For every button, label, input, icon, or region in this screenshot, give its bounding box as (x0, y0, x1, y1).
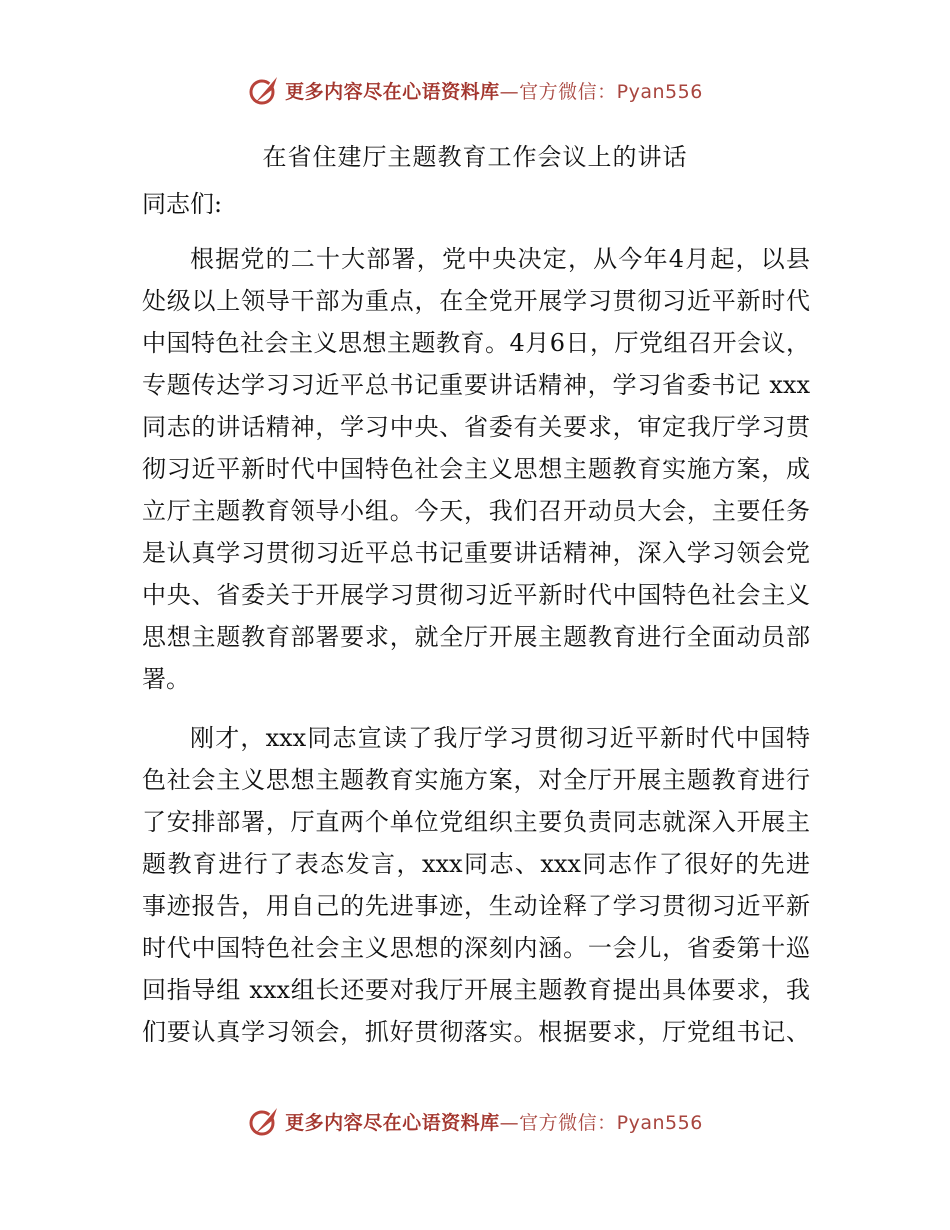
salutation: 同志们: (142, 190, 223, 218)
paragraph-line: 同志的讲话精神，学习中央、省委有关要求，审定我厅学习贯 (142, 413, 810, 441)
paragraph-line: 署。 (142, 665, 190, 693)
paragraph-line: 刚才，xxx同志宣读了我厅学习贯彻习近平新时代中国特 (190, 724, 810, 752)
paragraph-line: 处级以上领导干部为重点，在全党开展学习贯彻习近平新时代 (142, 287, 810, 315)
paragraph-line: 中央、省委关于开展学习贯彻习近平新时代中国特色社会主义 (142, 581, 810, 609)
paragraph-2 (142, 717, 810, 1053)
paragraph-line: 回指导组 xxx组长还要对我厅开展主题教育提出具体要求，我 (142, 976, 810, 1004)
banner-text: 更多内容尽在心语资料库 (285, 80, 500, 103)
paragraph-line: 了安排部署，厅直两个单位党组织主要负责同志就深入开展主 (142, 808, 810, 836)
paragraph-line: 事迹报告，用自己的先进事迹，生动诠释了学习贯彻习近平新 (142, 892, 810, 920)
paragraph-line: 时代中国特色社会主义思想的深刻内涵。一会儿，省委第十巡 (142, 934, 810, 962)
paragraph-line: 根据党的二十大部署，党中央决定，从今年4月起，以县 (190, 245, 810, 273)
paragraph-line: 中国特色社会主义思想主题教育。4月6日，厅党组召开会议， (142, 329, 810, 357)
paragraph-line: 是认真学习贯彻习近平总书记重要讲话精神，深入学习领会党 (142, 539, 810, 567)
paragraph-1 (142, 238, 810, 700)
quill-logo-icon (247, 1104, 281, 1138)
paragraph-line: 色社会主义思想主题教育实施方案，对全厅开展主题教育进行 (142, 766, 810, 794)
paragraph-line: 思想主题教育部署要求，就全厅开展主题教育进行全面动员部 (142, 623, 810, 651)
paragraph-line: 题教育进行了表态发言，xxx同志、xxx同志作了很好的先进 (142, 850, 810, 878)
paragraph-line: 彻习近平新时代中国特色社会主义思想主题教育实施方案，成 (142, 455, 810, 483)
footer-banner (0, 1101, 950, 1141)
document-title: 在省住建厅主题教育工作会议上的讲话 (262, 143, 688, 171)
banner-wechat: —官方微信：Pyan556 (499, 1111, 703, 1134)
quill-logo-icon (247, 73, 281, 107)
banner-text: 更多内容尽在心语资料库 (285, 1111, 500, 1134)
header-banner (0, 70, 950, 110)
paragraph-line: 们要认真学习领会，抓好贯彻落实。根据要求，厅党组书记、 (142, 1018, 810, 1046)
paragraph-line: 专题传达学习习近平总书记重要讲话精神，学习省委书记 xxx (142, 371, 810, 399)
paragraph-line: 立厅主题教育领导小组。今天，我们召开动员大会，主要任务 (142, 497, 810, 525)
banner-wechat: —官方微信：Pyan556 (499, 80, 703, 103)
